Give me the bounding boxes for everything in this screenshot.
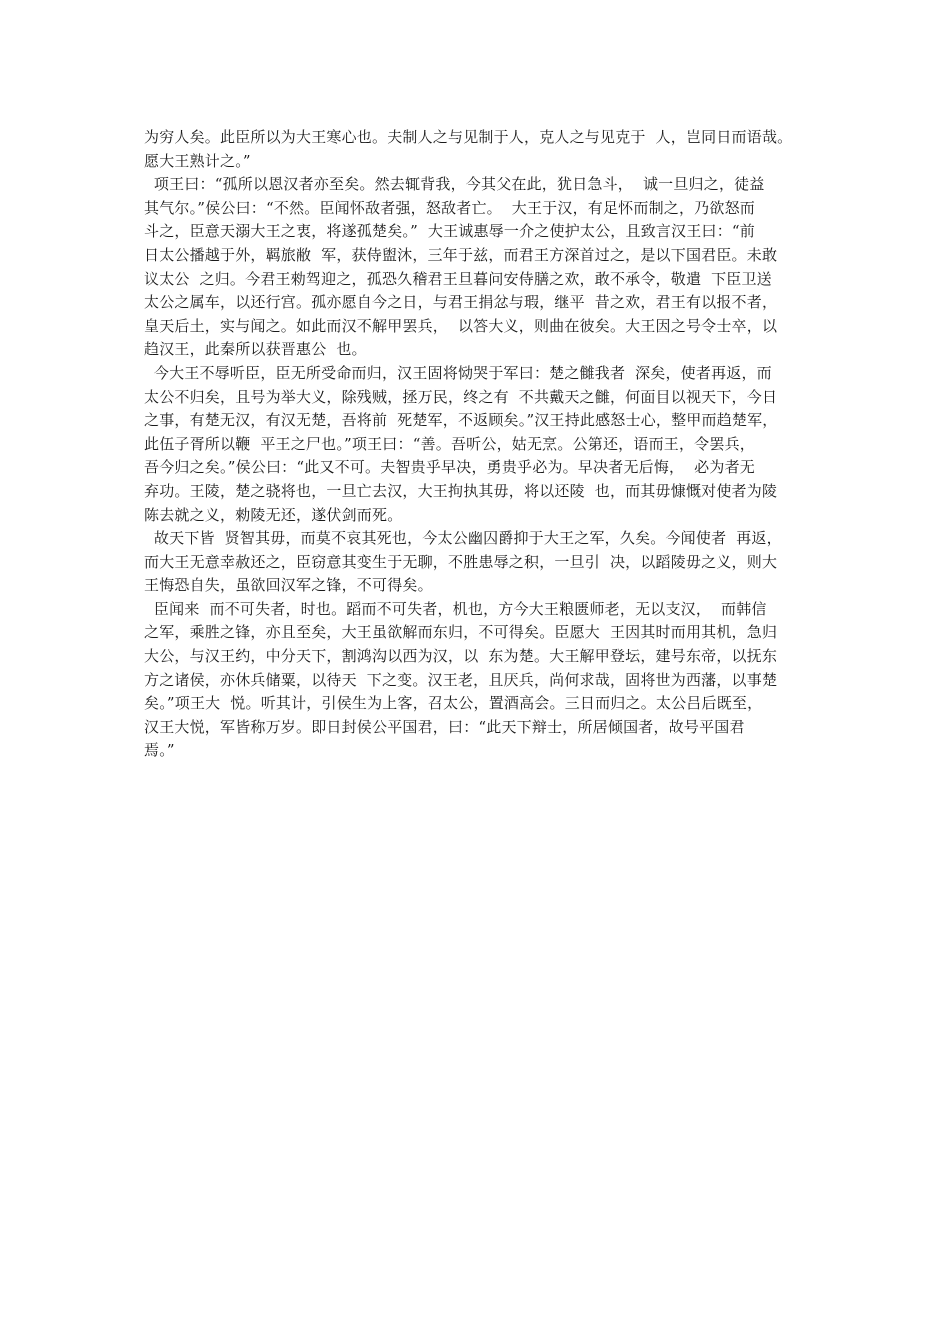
text-line: 愿大王熟计之。” (144, 151, 251, 170)
text-line: 趋汉王，此秦所以获晋惠公 也。 (144, 340, 367, 359)
text-line: 汉王大悦，军皆称万岁。即日封侯公平国君，曰：“此天下辩士，所居倾国者，故号平国君 (144, 717, 745, 736)
text-line: 故天下皆 贤智其毋，而莫不哀其死也，今太公幽囚爵抑于大王之军，久矣。今闻使者 再返， (144, 529, 782, 548)
text-line: 臣闻来 而不可失者，时也。蹈而不可失者，机也，方今大王粮匮师老，无以支汉， 而韩信 (144, 599, 767, 618)
text-line: 大公，与汉王约，中分天下，割鸿沟以西为汉，以 东为楚。大王解甲登坛，建号东帝，以抚东 (144, 647, 778, 666)
text-line: 焉。” (144, 741, 175, 760)
text-line: 项王曰：“孤所以恩汉者亦至矣。然去辄背我，今其父在此，犹日急斗， 诚一旦归之，徒益 (144, 175, 765, 194)
text-line: 陈去就之义，勑陵无还，遂伏剑而死。 (144, 505, 403, 524)
text-line: 王悔恐自失，虽欲回汉军之锋，不可得矣。 (144, 576, 433, 595)
text-line: 其气尔。”侯公曰：“不然。臣闻怀敌者强，怒敌者亡。 大王于汉，有足怀而制之，乃欲怒而 (144, 198, 755, 217)
text-line: 斗之，臣意天溺大王之衷，将遂孤楚矣。” 大王诚惠辱一介之使护太公，且致言汉王曰：“前 (144, 222, 755, 241)
text-line: 议太公 之归。今君王勑驾迎之，孤恐久稽君王旦暮问安侍膳之欢，敢不承令，敬遣 下臣卫送 (144, 269, 772, 288)
text-line: 矣。”项王大 悦。听其计，引侯生为上客，召太公，置酒高会。三日而归之。太公吕后既至， (144, 694, 763, 713)
text-line: 方之诸侯，亦休兵储粟，以待天 下之变。汉王老，且厌兵，尚何求哉，固将世为西藩，以事楚 (144, 670, 778, 689)
text-line: 而大王无意幸赦还之，臣窃意其变生于无聊，不胜患辱之积，一旦引 决，以蹈陵毋之义，则大 (144, 552, 778, 571)
text-line: 之军，乘胜之锋，亦且至矣，大王虽欲解而东归，不可得矣。臣愿大 王因其时而用其机，急归 (144, 623, 778, 642)
text-line: 皇天后土，实与闻之。如此而汉不解甲罢兵， 以答大义，则曲在彼矣。大王因之号令士卒，以 (144, 316, 778, 335)
text-line: 太公不归矣，且号为举大义，除残贼，拯万民，终之有 不共戴天之雠，何面目以视天下，今日 (144, 387, 778, 406)
document-body (144, 126, 816, 763)
text-line: 为穷人矣。此臣所以为大王寒心也。夫制人之与见制于人，克人之与见克于 人，岂同日而语哉。 (144, 128, 793, 146)
text-line: 今大王不辱听臣，臣无所受命而归，汉王固将恸哭于军曰：楚之雠我者 深矣，使者再返，而 (144, 363, 772, 382)
text-line: 太公之属车，以还行宫。孤亦愿自今之日，与君王捐忿与瑕，继平 昔之欢，君王有以报不者， (144, 293, 778, 312)
text-line: 之事，有楚无汉，有汉无楚，吾将前 死楚军，不返顾矣。”汉王持此感怒士心，整甲而趋楚军， (144, 411, 778, 430)
text-line: 弃功。王陵，楚之骁将也，一旦亡去汉，大王拘执其毋，将以还陵 也，而其毋慷慨对使者为陵 (144, 481, 778, 500)
text-line: 此伍子胥所以鞭 平王之尸也。”项王曰：“善。吾听公，姑无烹。公第还，语而王，令罢兵， (144, 434, 755, 453)
text-line: 吾今归之矣。”侯公曰：“此又不可。夫智贵乎早决，勇贵乎必为。早决者无后悔， 必为者无 (144, 458, 755, 477)
text-line: 日太公播越于外，羁旅敝 军，获侍盥沐，三年于兹，而君王方深首过之，是以下国君臣。未敢 (144, 245, 778, 264)
